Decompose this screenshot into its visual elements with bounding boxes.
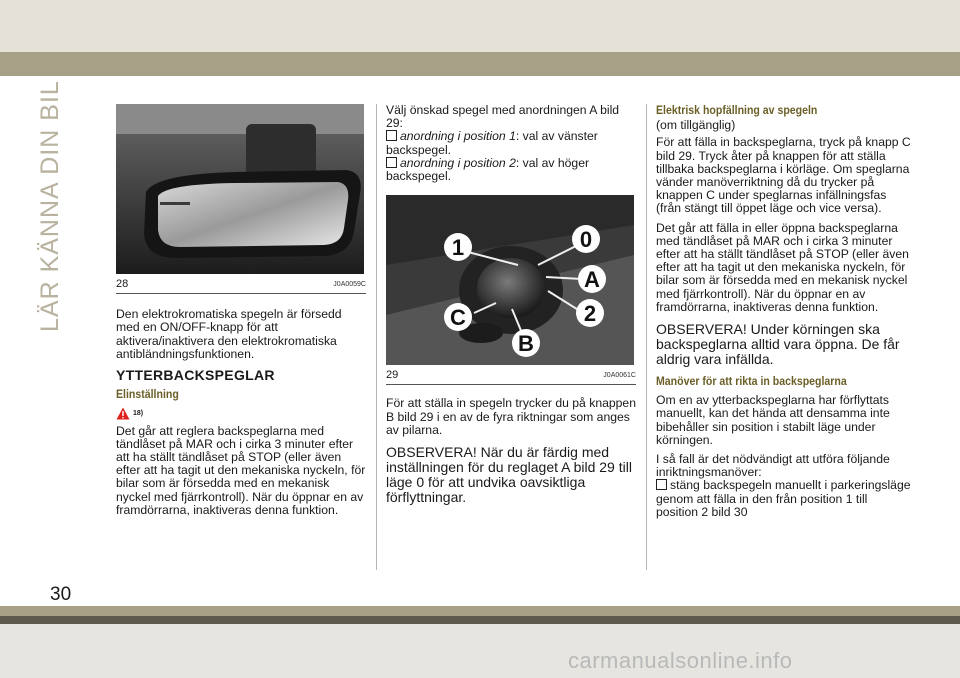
subheading: Elinställning — [116, 387, 179, 402]
paragraph: Om en av ytterbackspeglarna har förflyttats manuellt, kan det hända att densamma inte bibehåller sin position i stabilt läge under körningen. — [656, 393, 890, 447]
header-band — [0, 0, 960, 52]
figure-29-caption — [386, 369, 636, 385]
list-item: anordning i position 1: val av vänster backspegel. — [386, 129, 598, 157]
watermark: carmanualsonline.info — [568, 648, 793, 673]
paragraph: Välj önskad spegel med anordningen A bild 29: — [386, 103, 620, 131]
subheading: Elektrisk hopfällning av spegeln — [656, 103, 818, 117]
figure-29-image — [386, 195, 634, 365]
list-item: stäng backspegeln manuellt i parkeringsläge genom att fälla in den från position 1 till position 2 bild 30 — [656, 478, 911, 519]
section-heading: YTTERBACKSPEGLAR — [116, 367, 275, 384]
footer-stripe — [0, 606, 960, 616]
paragraph: Det går att fälla in eller öppna backspeglarna med tändlåset på MAR och i cirka 3 minuter efter att ha ställt tändlåset på STOP (eller även efter att ha tagit ut den mekaniska nyckeln, för bilar som är försedda med en mekanisk nyckel med fjärrkontroll). När du öppnar en av framdörrarna, inaktiveras denna funktion. — [656, 220, 909, 314]
label-c: C — [450, 305, 466, 331]
label-2: 2 — [583, 301, 597, 327]
label-a: A — [584, 267, 600, 293]
list-item: anordning i position 2: val av höger backspegel. — [386, 155, 590, 184]
chapter-title: LÄR KÄNNA DIN BIL — [36, 80, 64, 332]
paragraph: (om tillgänglig) — [656, 118, 736, 133]
paragraph: I så fall är det nödvändigt att utföra följande inriktningsmanöver: — [656, 452, 890, 480]
figure-28-image — [116, 104, 364, 274]
label-1: 1 — [451, 235, 465, 261]
figure-number: 28 — [116, 278, 129, 290]
subheading: Manöver för att rikta in backspeglarna — [656, 374, 847, 389]
checkbox-bullet-icon — [386, 130, 397, 141]
column-2 — [386, 104, 636, 513]
note: OBSERVERA! När du är färdig med inställningen för du reglaget A bild 29 till läge 0 för att undvika oavsiktliga förflyttningar. — [386, 444, 632, 506]
figure-number: 29 — [386, 369, 399, 382]
header-stripe — [0, 52, 960, 76]
page-number: 30 — [50, 584, 72, 605]
figure-code: J0A0059C — [333, 281, 366, 288]
paragraph: För att fälla in backspeglarna, tryck på knapp C bild 29. Tryck åter på knappen för att ställa tillbaka backspeglarna i körläge. Om speglarna vänder manöverriktning då du trycker på knappen C under speglarnas infällningsfas (från stängt till öppet läge och vice versa). — [656, 135, 911, 216]
label-0: 0 — [579, 227, 593, 253]
warning-triangle-icon — [116, 407, 130, 420]
paragraph: Det går att reglera backspeglarna med tändlåset på MAR och i cirka 3 minuter efter att ha ställt tändlåset på STOP (eller även efter att ha tagit ut den mekaniska nyckeln, för bilar som är försedda med en mekanisk nyckel med fjärrkontroll). När du öppnar en av framdörrarna, inaktiveras denna funktion. — [116, 423, 366, 517]
mirror-control-illustration — [386, 195, 634, 365]
column-divider — [646, 104, 647, 570]
rearview-mirror-illustration — [116, 104, 364, 274]
paragraph: För att ställa in spegeln trycker du på knappen B bild 29 i en av de fyra riktningar som anges av pilarna. — [386, 396, 636, 437]
checkbox-bullet-icon — [386, 157, 397, 168]
checkbox-bullet-icon — [656, 479, 667, 490]
footer-stripe-dark — [0, 616, 960, 624]
figure-28-caption — [116, 278, 366, 294]
warning-reference — [116, 407, 366, 420]
paragraph: Den elektrokromatiska spegeln är försedd med en ON/OFF-knapp för att aktivera/inaktivera den elektrokromatiska antibländningsfunktionen. — [116, 307, 342, 361]
label-b: B — [518, 331, 534, 357]
column-3 — [656, 104, 911, 525]
column-1 — [116, 104, 366, 523]
column-divider — [376, 104, 377, 570]
figure-code: J0A0061C — [603, 372, 636, 380]
warning-ref-number: 18) — [133, 410, 144, 418]
note: OBSERVERA! Under körningen ska backspeglarna alltid vara öppna. De får aldrig vara infällda. — [656, 321, 900, 368]
